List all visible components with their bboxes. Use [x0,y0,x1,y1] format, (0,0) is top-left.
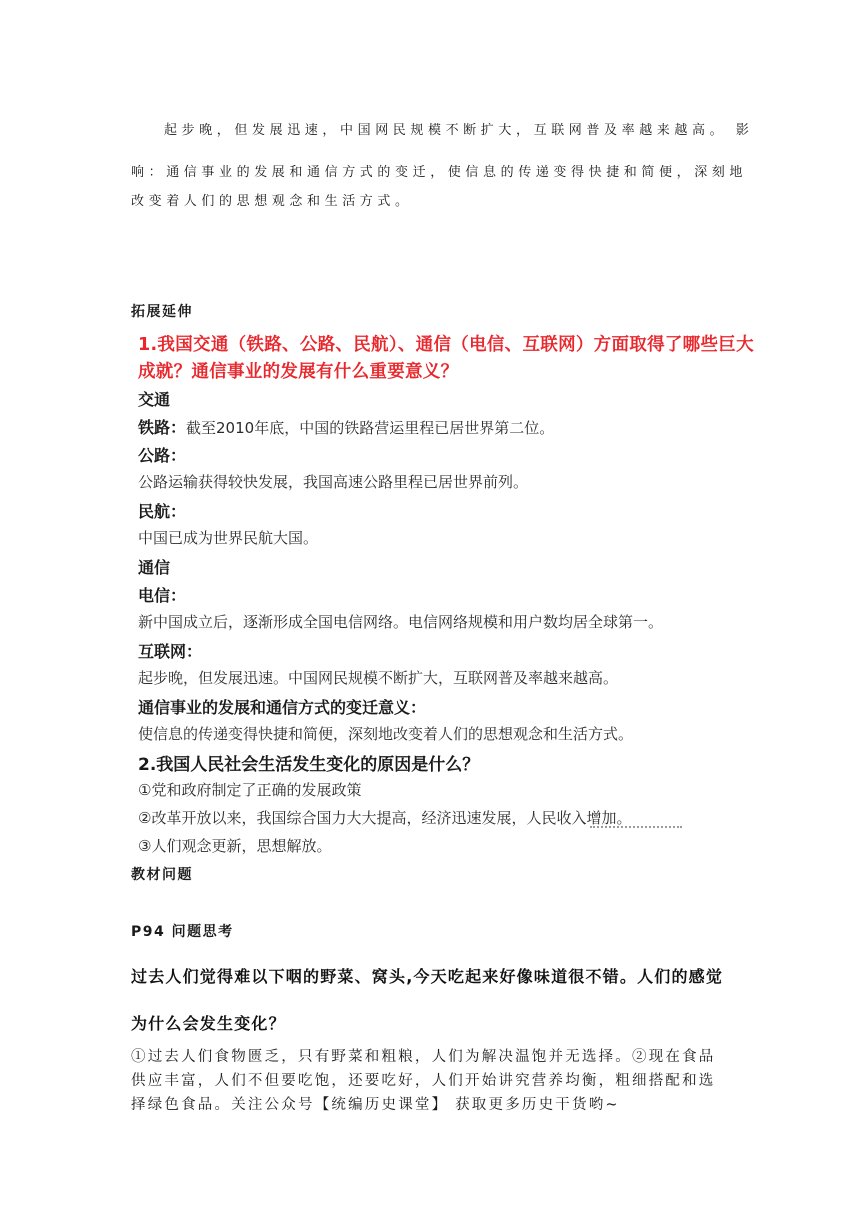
textbook-answer-line-2: 供应丰富，人们不但要吃饱，还要吃好，人们开始讲究营养均衡，粗细搭配和选 [131,1073,716,1089]
question-2: 2.我国人民社会生活发生变化的原因是什么？ [138,755,480,775]
textbook-question-line-1: 过去人们觉得难以下咽的野菜、窝头,今天吃起来好像味道很不错。人们的感觉 [131,967,724,986]
transport-label: 交通 [138,390,171,409]
significance-label: 通信事业的发展和通信方式的变迁意义： [138,698,427,717]
significance-text: 使信息的传递变得快捷和简便，深刻地改变着人们的思想观念和生活方式。 [138,725,634,743]
reason-1: ①党和政府制定了正确的发展政策 [138,781,362,799]
question-1-line-2: 成就？通信事业的发展有什么重要意义？ [138,362,459,382]
aviation-label: 民航： [138,502,187,521]
question-1-line-1: 1.我国交通（铁路、公路、民航）、通信（电信、互联网）方面取得了哪些巨大 [138,335,754,355]
telecom-text: 新中国成立后，逐渐形成全国电信网络。电信网络规模和用户数均居全球第一。 [138,613,664,631]
communication-label: 通信 [138,558,171,577]
reason-3: ③人们观念更新，思想解放。 [138,837,332,855]
aviation-text: 中国已成为世界民航大国。 [138,529,319,547]
paragraph-line-1: 起步晚，但发展迅速，中国网民规模不断扩大，互联网普及率越来越高。 影 [164,123,754,138]
paragraph-line-2: 响：通信事业的发展和通信方式的变迁，使信息的传递变得快捷和简便，深刻地 [131,165,748,180]
telecom-label: 电信： [138,586,187,605]
internet-text: 起步晚，但发展迅速。中国网民规模不断扩大，互联网普及率越来越高。 [138,669,619,687]
page-question-heading: P94 问题思考 [131,924,234,940]
textbook-question-line-2: 为什么会发生变化？ [131,1014,286,1033]
highway-label: 公路： [138,446,187,465]
reason-2: ②改革开放以来，我国综合国力大大提高，经济迅速发展，人民收入增加。 [138,809,632,827]
textbook-heading: 教材问题 [131,867,193,883]
internet-label: 互联网： [138,642,203,661]
textbook-answer-line-1: ①过去人们食物匮乏，只有野菜和粗粮，人们为解决温饱并无选择。②现在食品 [131,1049,716,1065]
railway-row [138,415,554,438]
extension-heading: 拓展延伸 [131,304,193,320]
textbook-answer-line-3: 择绿色食品。关注公众号【统编历史课堂】 获取更多历史干货哟~ [131,1097,620,1113]
dotted-underline [590,826,682,830]
highway-text: 公路运输获得较快发展，我国高速公路里程已居世界前列。 [138,473,529,491]
railway-label: 铁路： [138,418,187,437]
railway-text: 截至2010年底，中国的铁路营运里程已居世界第二位。 [186,419,555,437]
paragraph-line-3: 改变着人们的思想观念和生活方式。 [131,194,413,209]
